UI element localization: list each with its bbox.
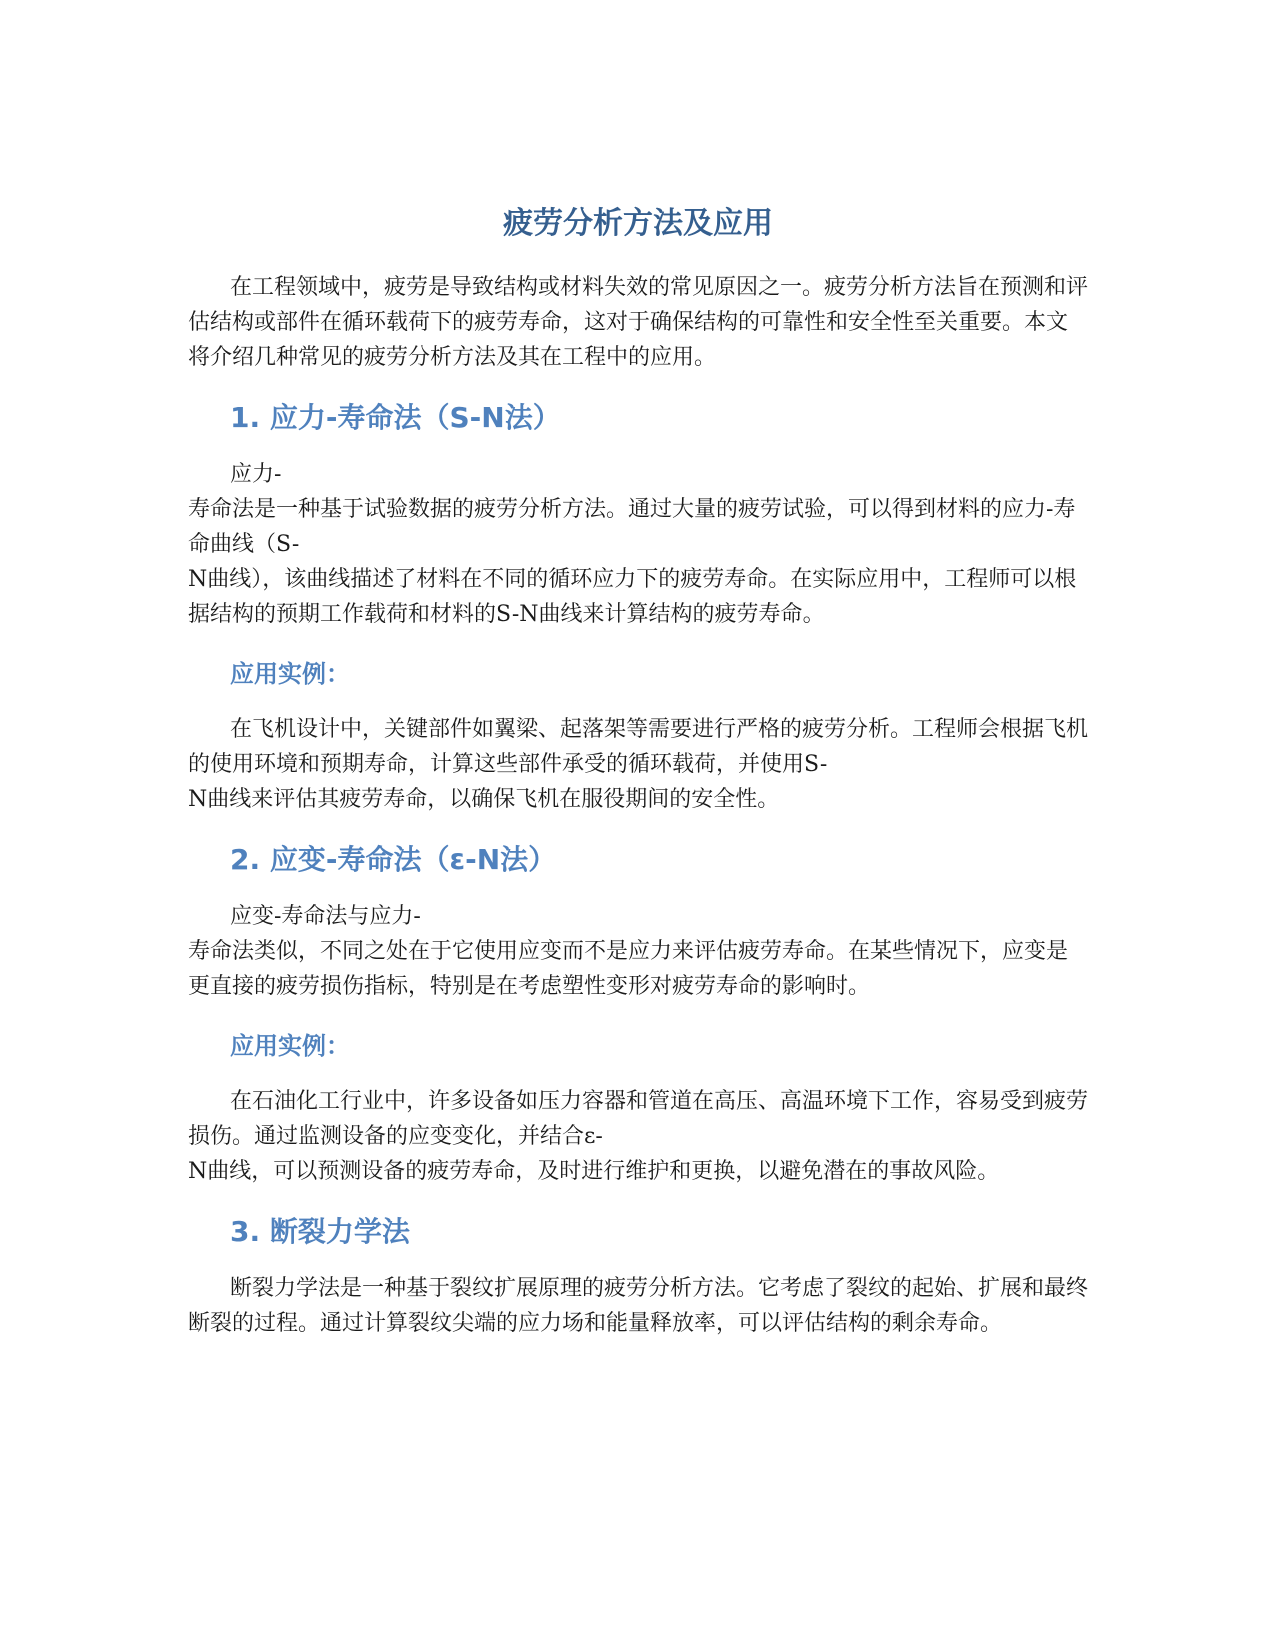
section-en-line-1: 应变-寿命法与应力- — [230, 904, 421, 929]
example-en-line-2: N曲线，可以预测设备的疲劳寿命，及时进行维护和更换，以避免潜在的事故风险。 — [188, 1159, 1000, 1184]
section-sn-line-2: 寿命法是一种基于试验数据的疲劳分析方法。通过大量的疲劳试验，可以得到材料的应力-寿命曲线（S- — [188, 497, 1076, 557]
section-sn-line-1: 应力- — [230, 462, 282, 487]
example-heading-en: 应用实例： — [230, 1032, 350, 1060]
section-heading-sn: 1. 应力-寿命法（S-N法） — [230, 401, 561, 434]
example-sn-line-1: 在飞机设计中，关键部件如翼梁、起落架等需要进行严格的疲劳分析。工程师会根据飞机的使用环境和预期寿命，计算这些部件承受的循环载荷，并使用S- — [188, 717, 1089, 777]
section-heading-en: 2. 应变-寿命法（ε-N法） — [230, 843, 557, 876]
section-fracture-line-1: 断裂力学法是一种基于裂纹扩展原理的疲劳分析方法。它考虑了裂纹的起始、扩展和最终断裂的过程。通过计算裂纹尖端的应力场和能量释放率，可以评估结构的剩余寿命。 — [188, 1276, 1089, 1336]
example-sn-line-2: N曲线来评估其疲劳寿命，以确保飞机在服役期间的安全性。 — [188, 787, 780, 812]
example-heading-sn: 应用实例： — [230, 660, 350, 688]
section-en-line-2: 寿命法类似，不同之处在于它使用应变而不是应力来评估疲劳寿命。在某些情况下，应变是更直接的疲劳损伤指标，特别是在考虑塑性变形对疲劳寿命的影响时。 — [188, 939, 1069, 999]
section-sn-line-3: N曲线），该曲线描述了材料在不同的循环应力下的疲劳寿命。在实际应用中，工程师可以根据结构的预期工作载荷和材料的S-N曲线来计算结构的疲劳寿命。 — [188, 567, 1077, 627]
document-body — [188, 196, 1088, 1341]
example-en-line-1: 在石油化工行业中，许多设备如压力容器和管道在高压、高温环境下工作，容易受到疲劳损伤。通过监测设备的应变变化，并结合ε- — [188, 1089, 1089, 1149]
section-heading-fracture: 3. 断裂力学法 — [230, 1215, 410, 1248]
page-title: 疲劳分析方法及应用 — [503, 206, 773, 241]
intro-paragraph: 在工程领域中，疲劳是导致结构或材料失效的常见原因之一。疲劳分析方法旨在预测和评估结构或部件在循环载荷下的疲劳寿命，这对于确保结构的可靠性和安全性至关重要。本文将介绍几种常见的疲劳分析方法及其在工程中的应用。 — [188, 275, 1089, 370]
